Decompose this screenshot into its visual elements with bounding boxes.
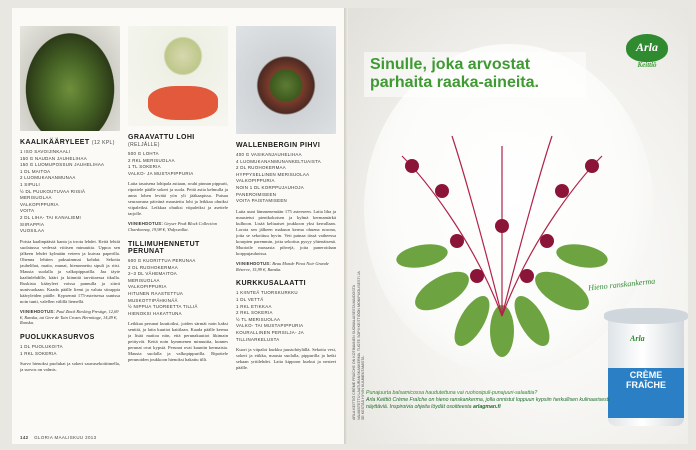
ingredient-line: MERISUOLAA [128,277,160,283]
ingredient-line: NOIN 1 DL KORPPUJAUHOJA [236,184,304,190]
recipe-column-3 [236,8,336,418]
ingredient-list [236,290,336,343]
ingredient-line: 2 DL RUOHOKERMAA [128,264,179,270]
recipe-title: GRAAVATTU LOHI (RELJÄLLE) [128,134,195,148]
recipe-column-1 [20,8,120,418]
ingredient-line: 1 DL PUOLUKOITA [20,344,63,350]
ingredient-list [128,258,228,317]
product-name-line-2: FRAÎCHE [626,380,666,390]
headline-line-1: Sinulle, joka arvostat [370,56,531,73]
wine-suggestion: VIINIEHDOTUS: Paul Zinck Riesling Prestige, 12,69 €, Ranska, tai Gere de Tain Crozes Hermitage, 14,49 €, Ranska. [20,308,119,326]
wallenberg-steak-photo [236,26,336,134]
logo-sub: Keittiö [637,61,657,69]
ingredient-line: ½ DL PUUKOUTUVAA RIISIÄ [20,188,86,194]
logo-brand: Arla [635,40,658,54]
ingredient-line: SIIRAPPIA [20,221,45,227]
magazine-issue: GLORIA MAALISKUU 2013 [34,435,97,440]
ingredient-line: 1 SIPULI [20,181,40,187]
recipe-body: Poista kaalinpäästä kanta ja irrota lehdet. Keitä lehtiä suolatussa vedessä viitisen minuuttia. Uppoa sen jälkeen lehdet kylmään veteen ja kuivaa paperilla. Ohenna lehtien paksuimmat kohdat. Sekoita jauhelihat, maito, munat, hienonnettu sipuli ja riisi. Mausta suolalla ja valkopippurilla. Jaa täyte kaalinlehdille, kääri ja kiinnitä tarvittaessa tikulla. Ruskista kääryleet voissa pannulla ja siirrä uunivuokaan. Kaada päälle liemi ja valuta siirappia kääryleiden päälle. Kypsennä 175-asteisessa uunissa noin tunti, valellen välillä liemellä. [20,238,120,304]
recipe-body: Kuori ja viipaloi kurkku juustohöylällä. Sekoita vesi, sokeri ja etikka, mausta suolalla, pippurilla ja hetki sekaan yrttilehdet. Laita kippoon kurkut ja nesteet päälle. [236,347,336,371]
ingredient-line: 2 DL LIHA- TAI KANALIEMI [20,214,82,220]
ingredient-line: HIENOKSI HAKATTUNA [128,310,182,316]
vertical-side-note: ARLA KEITTIÖ CRÈME FRAÎCHE ON KOTIMAINEN SUOMALAISESTA MAIDOSTA VALMISTETTU LAATURANSKANKERMA. TUOTE SOPII KEITTIÖÖN MONIPUOLISESTI JA SE KESTÄÄ HYVIN KUUMENTAMISTA. [352,271,366,420]
ad-link[interactable]: arlagman.fi [473,404,501,410]
ingredient-list [128,151,228,177]
left-page [12,8,344,444]
ingredient-line: 1 RKL ETIKKAA [236,303,272,309]
ad-body: Arla Keittiö Crème Fraîche on hieno ranskankerma, jolla onnistut loppuun kypsiin herkullisen kulinaarisesti näyttäviä. Inspiroivia ohjeita löydät osoitteesta [366,397,610,410]
ingredient-line: 2 LUOMUKANANMUNAA [20,175,76,181]
arla-logo [624,32,670,78]
recipe-title: WALLENBERGIN PIHVI [236,142,321,149]
page-footer [20,435,97,440]
salmon-slices [148,86,218,120]
ingredient-line: VALKOPIPPURIA [236,178,275,184]
ingredient-line: VALKO- JA MUSTAPIPPURIA [128,170,194,176]
ingredient-line: VOITA [20,208,35,214]
wine-suggestion: VIINIEHDOTUS: Beau Monde Pinot Noir Grande Réserve, 15,99 €, Ranska. [236,260,329,272]
ingredient-line: 400 G VASIKANJAUHELIHAA [236,152,302,157]
ingredient-line: 1 DL VETTÄ [236,296,264,302]
ingredient-line: 4 LUOMUKANANMUNANKELTUAISTA [236,158,322,164]
ingredient-line: VALKOPIPPURIA [128,284,167,290]
ingredient-list [20,344,120,357]
ingredient-line: 1 ISO SAVOIJINKAALI [20,149,71,154]
ingredient-line: TILLINARKELUSTA [236,336,280,342]
recipe-body: Laita uuni lämmenemään 175 asteeseen. Laita liha ja maustetut pienikokoisen ja kylmä kermamärkä kulhoon. Lisää keltuaiset joukkoon yksi kerrallaan. Lorota sen jälkeen makuun kerma ohuena norona, jotta se sekoittuu hyvin. Veti painaa tässä vaiheessa kourpien paremmin, jotta sekoitus pysyy yhtenäisenä. Muotoile massasta pihvejä, joita paneroidaan korppujauhoissa. [236,208,336,256]
recipe-title: KAALIKÄÄRYLEET (12 KPL) [20,139,115,146]
product-caption: Hieno ranskankerma [587,276,656,293]
page-number: 142 [20,435,29,440]
tub-lid [604,308,688,324]
ad-body-copy [366,390,616,411]
ingredient-line: MERISUOLAA [20,195,52,201]
ingredient-line: VOITA PAISTAMISEEN [236,198,288,204]
ingredient-line: 150 G NAUDAN JAUHELIHAA [20,155,87,161]
recipe-title: PUOLUKKASURVOS [20,334,95,342]
wine-suggestion: VIINIEHDOTUS: Geyser Peak Block Collection Chardonnay, 19,98 €, Yhdysvallat. [128,221,217,233]
ingredient-line: ½ TL MERISUOLAA [236,316,281,322]
recipe-column-2 [128,8,228,418]
ingredient-line: ½ NIPPUA TUOREETTA TILLIÄ [128,304,198,310]
recipe-body: Laita tasaisena lohipala astiaan, rouhi pinnan pippurit, ripottele päälle sokeri ja suola. Peitä astia kelmulla ja anna lohen levätä yön yli jääkaapissa. Putsaa seuraavana päivänä maustettu lohi ja leikkaa ohuiksi viipaleiksi. Leikkaa ohuiksi viipaleiksi ja asettele tarjolle. [128,181,228,217]
ingredient-line: VALKOPIPPURIA [20,201,59,207]
ingredient-line: 1 TL SOKERIA [128,164,161,170]
ingredient-line: VALKO- TAI MUSTAPIPPURIA [236,323,304,329]
ingredient-line: KOURALLINEN PERSILJA- JA [236,329,304,335]
ingredient-line: PANEROIMISEEN [236,191,277,197]
ad-lead: Punajuurta balsamicossa haudutettuna vai ruohosipuli-punajuuri-salaattia? [366,390,538,396]
ingredient-line: 600 G KUORITTUA PERUNAA [128,257,196,263]
salmon-photo [128,26,228,126]
ingredient-line: 1 KIINTEÄ TUORSKURKKU [236,290,298,296]
right-page-ad [348,8,688,444]
cabbage-rolls-photo [20,26,120,131]
ad-headline [364,52,586,97]
ingredient-line: 500 G LOHTA [128,151,159,156]
headline-line-2: parhaita raaka-aineita. [370,74,539,91]
recipe-body: Leikkaa perunat kuutioiksi, joiden särmät noin kaksi senttiä, ja laita kuutiot kattilaan. Kaada päälle kerma ja lisää maitoa niin, että perunakuutiot likimain peittyvät. Keitä noin kymmenen minuuttia, kunnes perunat ovat kypsiä. Perunat ovat kauniin kermaisia. Mausta suolalla ja valkopippurilla. Ripottele perunoiden joukkoon hienoksi hakattu tilli. [128,321,228,363]
ingredient-list [20,149,120,235]
ingredient-line: VUOSILAA [20,228,45,234]
tub-brand: Arla [630,334,645,343]
creme-fraiche-tub [604,308,688,428]
ingredient-line: 1 DL MAITOA [20,168,51,174]
ingredient-line: 1 RKL SOKERIA [20,350,57,356]
tub-product-name [612,370,680,390]
ingredient-line: 2–3 DL VÄHEMAITOA [128,271,178,277]
recipe-title: KURKKUSALAATTI [236,280,307,288]
recipe-title: TILLIMUHENNETUT PERUNAT [128,240,200,255]
ingredient-list [236,152,336,205]
ingredient-line: 2 RKL MERISUOLAA [128,157,175,163]
ingredient-line: 150 G LUOMUPOSSUN JAUHELIHAA [20,162,105,168]
recipe-body: Survo hienoksi puolukat ja sokeri sauvasekoittimella, ja survos on valmis. [20,361,120,373]
ingredient-line: 2 RKL SOKERIA [236,310,273,316]
ingredient-line: 2 DL RUOHOKERMAA [236,165,287,171]
ingredient-line: HYPPYSELLINEN MERISUOLAA [236,171,310,177]
ingredient-line: MUSKOTTIPÄHKINÄÄ [128,297,178,303]
product-name-line-1: CRÈME [629,370,663,380]
ingredient-line: HITUNEN RAASTETTUA [128,290,184,296]
beetroot-leaf-arrangement [382,116,622,366]
